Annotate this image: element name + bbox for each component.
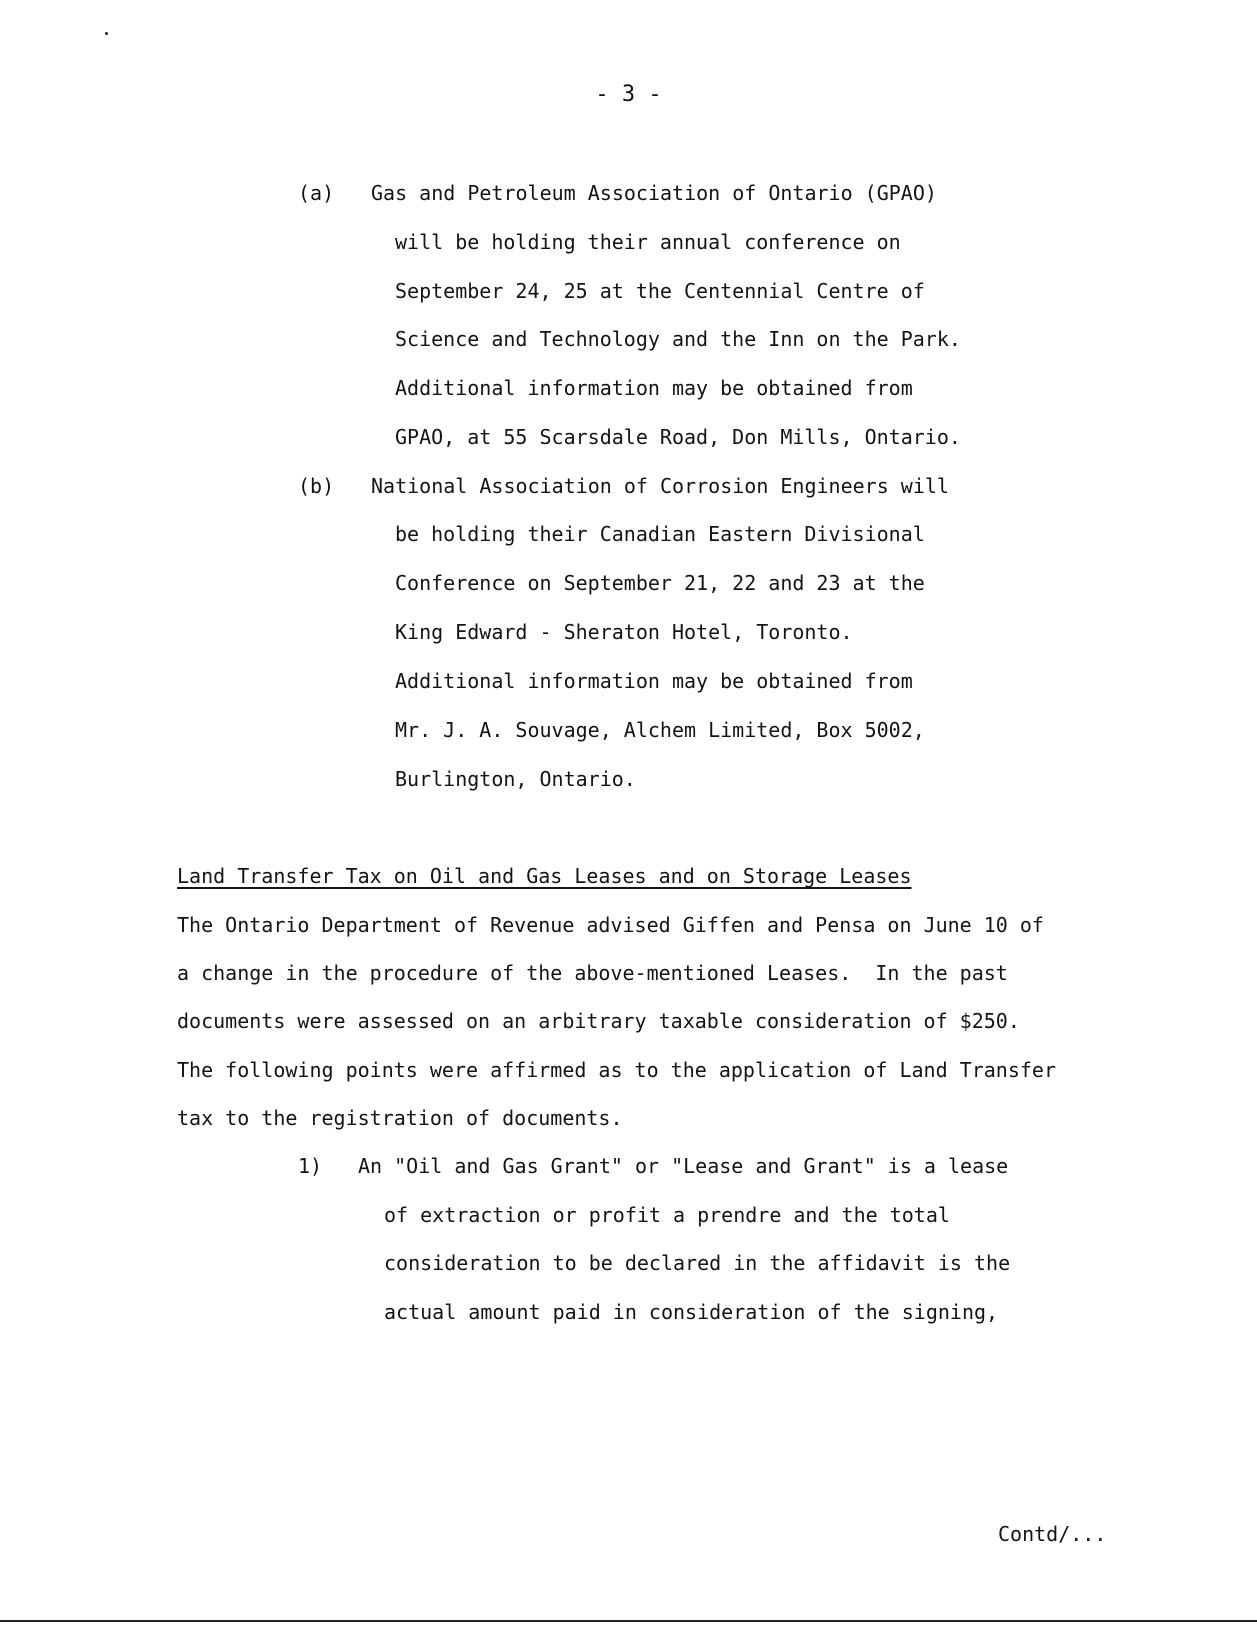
page-bottom-rule: [0, 1620, 1257, 1622]
point-line: An "Oil and Gas Grant" or "Lease and Grant" is a lease: [358, 1154, 1009, 1178]
event-line: Additional information may be obtained from: [395, 376, 913, 400]
paragraph-line: a change in the procedure of the above-mentioned Leases. In the past: [177, 961, 1008, 985]
event-line: Gas and Petroleum Association of Ontario (GPAO): [371, 181, 937, 205]
list-marker: 1): [298, 1154, 323, 1178]
list-marker: (a): [298, 181, 335, 205]
point-line: consideration to be declared in the affidavit is the: [384, 1251, 1011, 1275]
event-line: National Association of Corrosion Engineers will: [371, 474, 949, 498]
event-line: Burlington, Ontario.: [395, 767, 636, 791]
section-heading: Land Transfer Tax on Oil and Gas Leases and on Storage Leases: [177, 864, 912, 888]
list-marker: (b): [298, 474, 335, 498]
event-line: GPAO, at 55 Scarsdale Road, Don Mills, Ontario.: [395, 425, 961, 449]
paragraph-line: The Ontario Department of Revenue advised Giffen and Pensa on June 10 of: [177, 913, 1044, 937]
page-number: - 3 -: [595, 82, 662, 107]
event-line: Conference on September 21, 22 and 23 at the: [395, 571, 925, 595]
event-line: Science and Technology and the Inn on the Park.: [395, 327, 961, 351]
paragraph-line: The following points were affirmed as to the application of Land Transfer: [177, 1058, 1056, 1082]
continued-marker: Contd/...: [998, 1522, 1107, 1546]
event-line: September 24, 25 at the Centennial Centre of: [395, 279, 925, 303]
scan-speck: [105, 32, 108, 35]
event-line: be holding their Canadian Eastern Divisional: [395, 522, 925, 546]
paragraph-line: tax to the registration of documents.: [177, 1106, 623, 1130]
event-line: Additional information may be obtained from: [395, 669, 913, 693]
paragraph-line: documents were assessed on an arbitrary taxable consideration of $250.: [177, 1009, 1020, 1033]
point-line: of extraction or profit a prendre and the total: [384, 1203, 950, 1227]
event-line: Mr. J. A. Souvage, Alchem Limited, Box 5002,: [395, 718, 925, 742]
event-line: will be holding their annual conference on: [395, 230, 901, 254]
point-line: actual amount paid in consideration of the signing,: [384, 1300, 999, 1324]
event-line: King Edward - Sheraton Hotel, Toronto.: [395, 620, 853, 644]
